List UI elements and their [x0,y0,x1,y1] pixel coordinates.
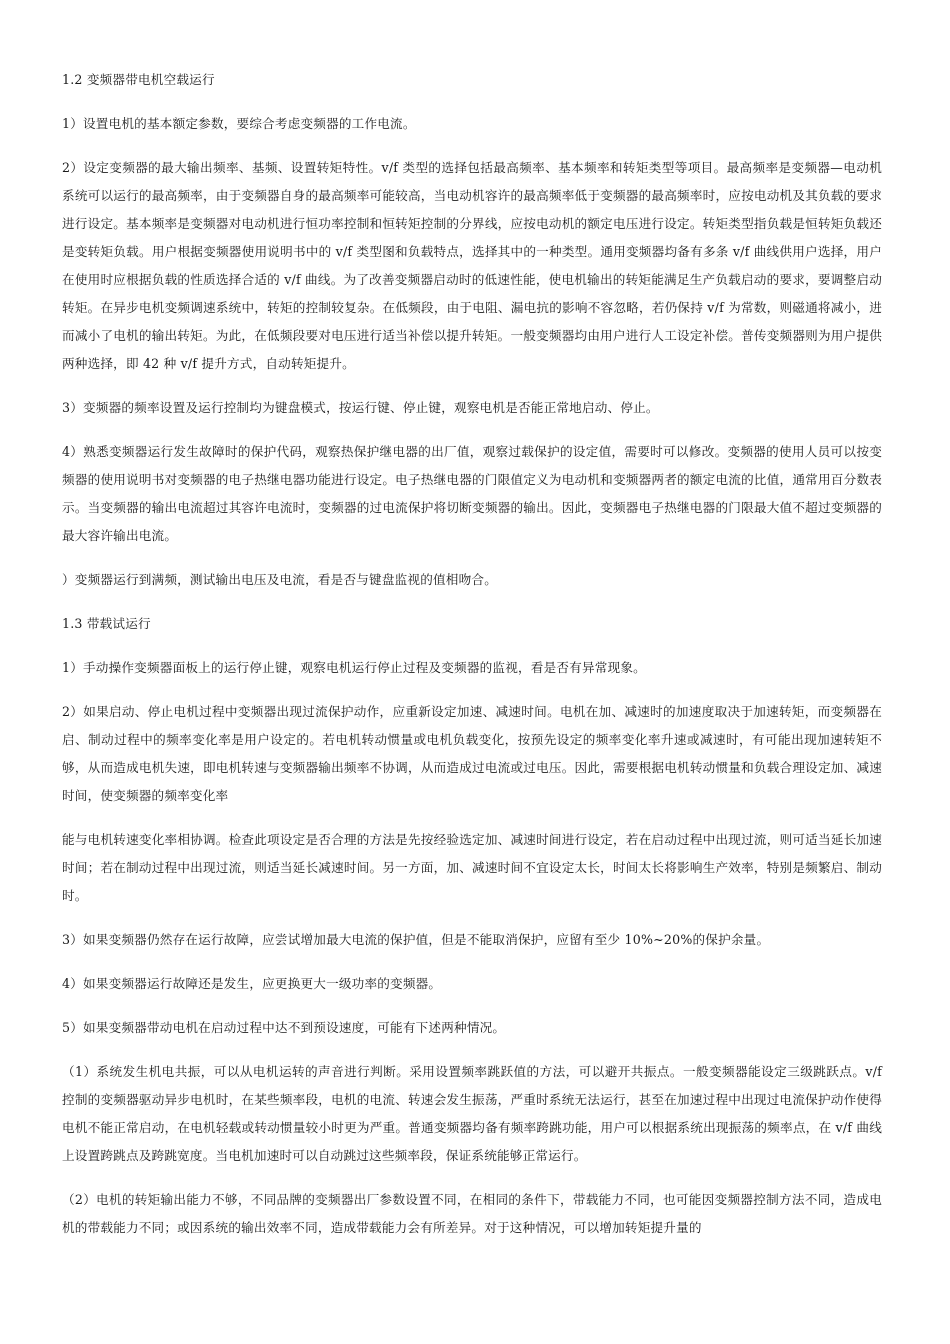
paragraph-1-3-item-2-continued: 能与电机转速变化率相协调。检查此项设定是否合理的方法是先按经验选定加、减速时间进行设定，若在启动过程中出现过流，则可适当延长加速时间；若在制动过程中出现过流，则适当延长减速时间。另一方面，加、减速时间不宜设定太长，时间太长将影响生产效率，特别是频繁启、制动时。 [62,832,882,903]
paragraph-1-3-subitem-1: （1）系统发生机电共振，可以从电机运转的声音进行判断。采用设置频率跳跃值的方法，可以避开共振点。一般变频器能设定三级跳跃点。v/f 控制的变频器驱动异步电机时，在某些频率段，电机的电流、转速会发生振荡，严重时系统无法运行，甚至在加速过程中出现过电流保护动作使得电机不能正常启动，在电机轻载或转动惯量较小时更为严重。普通变频器均备有频率跨跳功能，用户可以根据系统出现振荡的频率点，在 v/f 曲线上设置跨跳点及跨跳宽度。当电机加速时可以自动跳过这些频率段，保证系统能够正常运行。 [62,1064,882,1163]
paragraph-1-2-item-5: ）变频器运行到满频，测试输出电压及电流，看是否与键盘监视的值相吻合。 [62,572,497,587]
paragraph-1-3-item-1: 1）手动操作变频器面板上的运行停止键，观察电机运行停止过程及变频器的监视，看是否有异常现象。 [62,660,646,675]
paragraph-1-2-item-3: 3）变频器的频率设置及运行控制均为键盘模式，按运行键、停止键，观察电机是否能正常地启动、停止。 [62,400,659,415]
paragraph-1-2-item-4: 4）熟悉变频器运行发生故障时的保护代码，观察热保护继电器的出厂值，观察过载保护的设定值，需要时可以修改。变频器的使用人员可以按变频器的使用说明书对变频器的电子热继电器功能进行设定。电子热继电器的门限值定义为电动机和变频器两者的额定电流的比值，通常用百分数表示。当变频器的输出电流超过其容许电流时，变频器的过电流保护将切断变频器的输出。因此，变频器电子热继电器的门限最大值不超过变频器的最大容许输出电流。 [62,444,882,543]
section-heading-1-3: 1.3 带载试运行 [62,616,151,631]
section-heading-1-2: 1.2 变频器带电机空载运行 [62,72,215,87]
document-page [62,66,882,1258]
paragraph-1-3-item-3: 3）如果变频器仍然存在运行故障，应尝试增加最大电流的保护值，但是不能取消保护，应留有至少 10%~20%的保护余量。 [62,932,770,947]
paragraph-1-3-item-2: 2）如果启动、停止电机过程中变频器出现过流保护动作，应重新设定加速、减速时间。电机在加、减速时的加速度取决于加速转矩，而变频器在启、制动过程中的频率变化率是用户设定的。若电机转动惯量或电机负载变化，按预先设定的频率变化率升速或减速时，有可能出现加速转矩不够，从而造成电机失速，即电机转速与变频器输出频率不协调，从而造成过电流或过电压。因此，需要根据电机转动惯量和负载合理设定加、减速时间，使变频器的频率变化率 [62,704,882,803]
paragraph-1-2-item-2: 2）设定变频器的最大输出频率、基频、设置转矩特性。v/f 类型的选择包括最高频率、基本频率和转矩类型等项目。最高频率是变频器—电动机系统可以运行的最高频率，由于变频器自身的最高频率可能较高，当电动机容许的最高频率低于变频器的最高频率时，应按电动机及其负载的要求进行设定。基本频率是变频器对电动机进行恒功率控制和恒转矩控制的分界线，应按电动机的额定电压进行设定。转矩类型指负载是恒转矩负载还是变转矩负载。用户根据变频器使用说明书中的 v/f 类型图和负载特点，选择其中的一种类型。通用变频器均备有多条 v/f 曲线供用户选择，用户在使用时应根据负载的性质选择合适的 v/f 曲线。为了改善变频器启动时的低速性能，使电机输出的转矩能满足生产负载启动的要求，要调整启动转矩。在异步电机变频调速系统中，转矩的控制较复杂。在低频段，由于电阻、漏电抗的影响不容忽略，若仍保持 v/f 为常数，则磁通将减小，进而减小了电机的输出转矩。为此，在低频段要对电压进行适当补偿以提升转矩。一般变频器均由用户进行人工设定补偿。普传变频器则为用户提供两种选择，即 42 种 v/f 提升方式，自动转矩提升。 [62,160,882,371]
paragraph-1-3-item-4: 4）如果变频器运行故障还是发生，应更换更大一级功率的变频器。 [62,976,442,991]
paragraph-1-3-item-5: 5）如果变频器带动电机在启动过程中达不到预设速度，可能有下述两种情况。 [62,1020,506,1035]
paragraph-1-2-item-1: 1）设置电机的基本额定参数，要综合考虑变频器的工作电流。 [62,116,416,131]
paragraph-1-3-subitem-2: （2）电机的转矩输出能力不够，不同品牌的变频器出厂参数设置不同，在相同的条件下，带载能力不同，也可能因变频器控制方法不同，造成电机的带载能力不同；或因系统的输出效率不同，造成带载能力会有所差异。对于这种情况，可以增加转矩提升量的 [62,1192,882,1235]
